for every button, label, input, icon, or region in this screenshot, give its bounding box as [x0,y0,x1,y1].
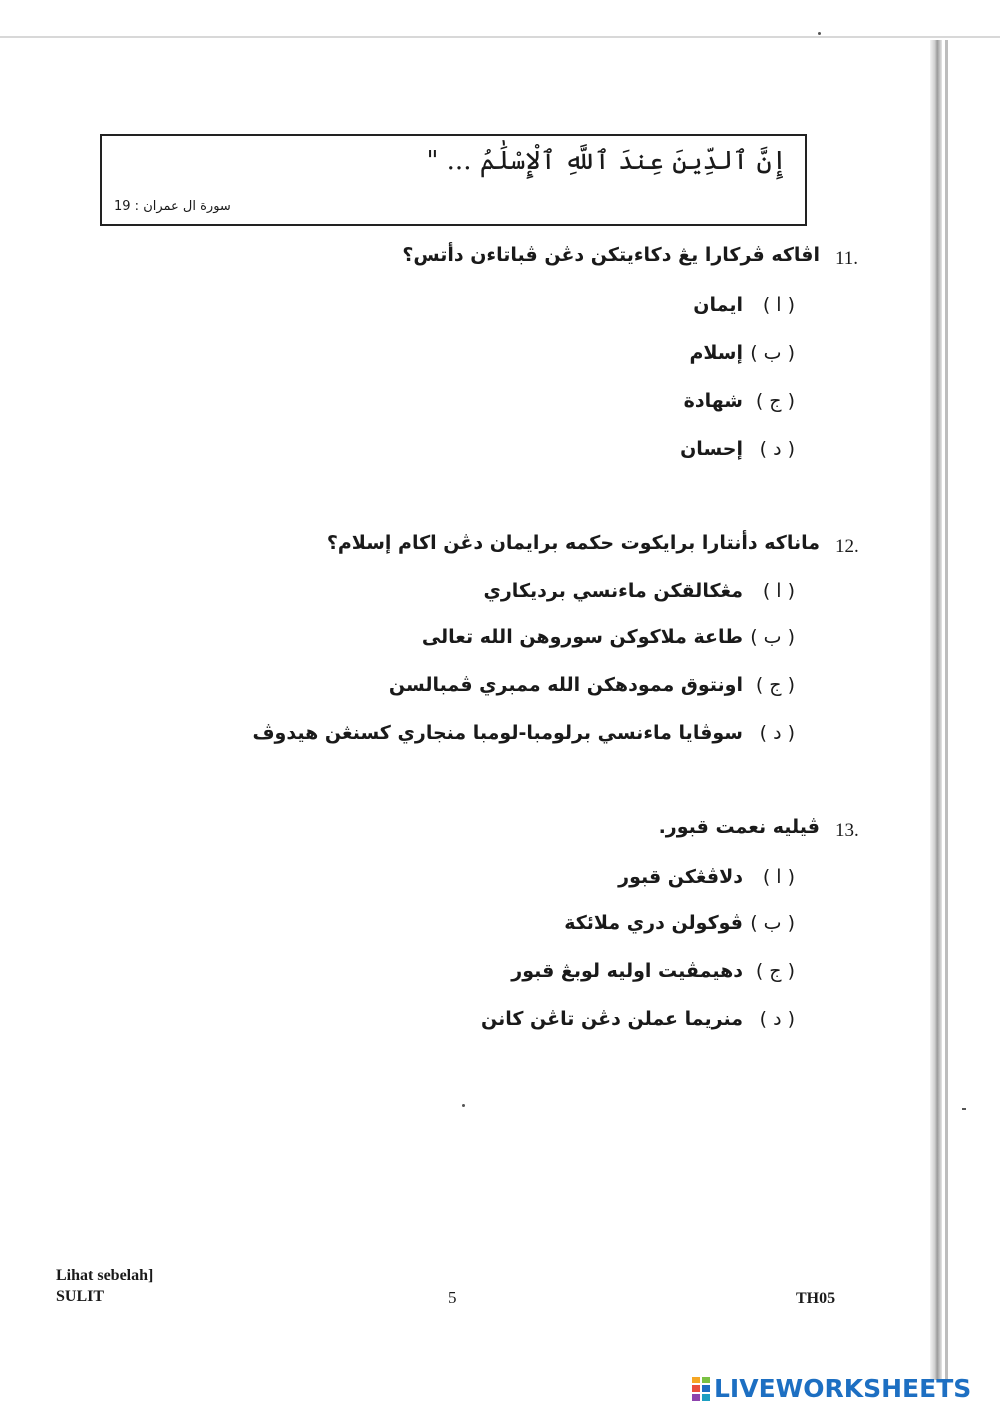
option-letter: ( ج ) [755,960,795,982]
scan-binding-line [945,40,948,1380]
verse-reference: سورة ال عمران : 19 [114,199,231,214]
question-number: 13. [835,820,859,841]
option[interactable] [564,912,795,934]
scan-speck [818,32,821,35]
option-text: دلاڤڠکن قبور [618,866,743,888]
option-letter: ( ب ) [750,912,795,934]
option-letter: ( د ) [759,1008,795,1030]
option-text: شهادة [683,390,743,412]
question-number: 11. [835,248,859,269]
option[interactable] [693,294,795,316]
question-text: ڤيليه نعمت قبور. [658,816,820,838]
option-letter: ( ا ) [762,580,795,602]
option[interactable] [389,674,795,696]
option[interactable] [680,438,795,460]
option-letter: ( ج ) [755,674,795,696]
option-letter: ( ب ) [750,626,795,648]
scan-speck [462,1104,465,1107]
option-text: سوڤايا ماءنسي برلومبا-لومبا منجاري کسنڠن هيدوڤ [252,722,743,744]
footer-lihat-sebelah: Lihat sebelah] [56,1267,154,1284]
question-number: 12. [835,536,859,557]
page-number: 5 [448,1288,457,1307]
scan-speck [962,1108,966,1110]
liveworksheets-logo-icon [692,1377,710,1401]
footer-sulit: SULIT [56,1288,105,1305]
question-text: ماناکه دأنتارا برايکوت حکمه برايمان دڠن اکام إسلام؟ [326,532,820,554]
option[interactable] [684,390,795,412]
option[interactable] [483,580,795,602]
paper-code: TH05 [796,1290,836,1307]
option-text: اونتوق ممودهکن الله ممبري ڤمبالسن [388,674,743,696]
option-text: إسلام [689,342,743,364]
option-text: ڤوکولن دري ملائکة [564,912,743,934]
page-top-edge [0,36,1000,38]
option[interactable] [422,626,795,648]
option[interactable] [511,960,795,982]
liveworksheets-logo[interactable] [692,1374,971,1403]
option-text: دهيمڤيت اوليه لوبڠ قبور [511,960,743,982]
scan-binding-shadow [930,40,942,1380]
option[interactable] [618,866,795,888]
option-letter: ( ا ) [762,866,795,888]
option-text: مڠکالقکن ماءنسي برديکاري [483,580,743,602]
option-letter: ( ج ) [755,390,795,412]
question-text: اڤاکه ڤرکارا يڠ دکاءيتکن دڠن ڤباتاءن دأتس؟ [402,244,820,266]
option-text: منريما عملن دڠن تاڠن کانن [481,1008,743,1030]
liveworksheets-logo-text: LIVEWORKSHEETS [714,1374,972,1403]
option-text: إحسان [680,438,743,460]
option-letter: ( د ) [759,722,795,744]
option-letter: ( د ) [759,438,795,460]
option[interactable] [689,342,795,364]
option-letter: ( ا ) [762,294,795,316]
option-text: طاعة ملاکوکن سوروهن الله تعالى [421,626,743,648]
option-letter: ( ب ) [750,342,795,364]
verse-text: إِنَّ ٱلدِّينَ عِندَ ٱللَّهِ ٱلْإِسْلَٰمُ ... " [426,146,787,176]
verse-box [100,134,807,226]
option[interactable] [252,722,795,744]
option-text: ايمان [693,294,743,316]
option[interactable] [481,1008,795,1030]
